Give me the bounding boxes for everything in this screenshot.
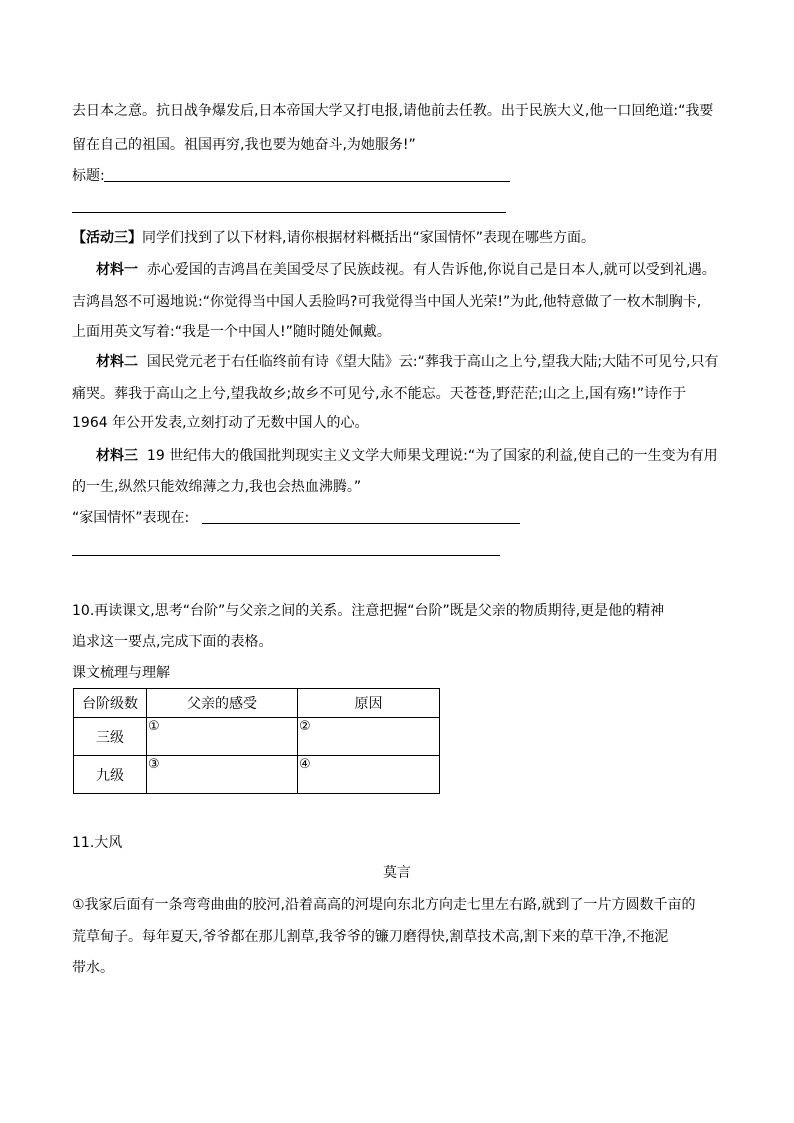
material1-label: 材料一 — [96, 262, 138, 278]
title-answer-line[interactable] — [104, 181, 510, 182]
material2-line-1: 材料二 国民党元老于右任临终前有诗《望大陆》云:“葬我于高山之上兮,望我大陆;大陆不可见兮,只有 — [96, 354, 719, 370]
material3-line-2: 的一生,纵然只能效绵薄之力,我也会热血沸腾。” — [72, 479, 362, 495]
material1-line-3: 上面用英文写着:“我是一个中国人!”随时随处佩戴。 — [72, 324, 391, 340]
material2-line-2: 痛哭。葬我于高山之上兮,望我故乡;故乡不可见兮,永不能忘。天苍苍,野茫茫;山之上,国有殇!”诗作于 — [72, 386, 687, 402]
material1-line-1: 材料一 赤心爱国的吉鸿昌在美国受尽了民族歧视。有人告诉他,你说自己是日本人,就可以受到礼遇。 — [96, 262, 716, 278]
activity3-prompt — [72, 228, 595, 248]
title-answer-line-2[interactable] — [72, 212, 506, 213]
table-header-cell: 台阶级数 — [74, 689, 147, 718]
q11-para-line-2: 荒草甸子。每年夏天,爷爷都在那儿割草,我爷爷的镰刀磨得快,割草技术高,割下来的草干净,不拖泥 — [72, 929, 669, 945]
q11-heading: 11.大风 — [72, 835, 123, 851]
material3-label: 材料三 — [96, 448, 138, 464]
material2-line-3: 1964 年公开发表,立刻打动了无数中国人的心。 — [72, 415, 369, 431]
analysis-table — [73, 688, 440, 794]
activity3-answer-line[interactable] — [202, 523, 520, 524]
answer-marker: ② — [299, 719, 311, 734]
answer-marker: ④ — [299, 757, 311, 772]
table-answer-cell[interactable] — [147, 756, 298, 794]
title-label: 标题: — [72, 168, 105, 184]
activity3-prompt-text: 同学们找到了以下材料,请你根据材料概括出“家国情怀”表现在哪些方面。 — [142, 230, 595, 246]
intro-line-2: 留在自己的祖国。祖国再穷,我也要为她奋斗,为她服务!” — [72, 137, 416, 153]
table-caption: 课文梳理与理解 — [72, 665, 170, 681]
table-header-cell: 原因 — [298, 689, 440, 718]
table-header-row — [74, 689, 440, 718]
table-header-cell: 父亲的感受 — [147, 689, 298, 718]
q11-para-line-1: ①我家后面有一条弯弯曲曲的胶河,沿着高高的河堤向东北方向走七里左右路,就到了一片方圆数千亩的 — [72, 897, 696, 913]
table-answer-cell[interactable] — [147, 718, 298, 756]
table-answer-cell[interactable] — [298, 756, 440, 794]
activity3-answer-label: “家国情怀”表现在: — [72, 510, 190, 526]
table-row — [74, 756, 440, 794]
activity3-answer-line-2[interactable] — [72, 555, 500, 556]
table-row-label: 三级 — [74, 718, 147, 756]
material3-line-1: 材料三 19 世纪伟大的俄国批判现实主义文学大师果戈理说:“为了国家的利益,使自己的一生变为有用 — [96, 448, 718, 464]
table-row-label: 九级 — [74, 756, 147, 794]
activity3-label: 【活动三】 — [72, 230, 142, 246]
intro-line-1: 去日本之意。抗日战争爆发后,日本帝国大学又打电报,请他前去任教。出于民族大义,他一口回绝道:“我要 — [72, 103, 714, 119]
answer-marker: ③ — [148, 757, 160, 772]
material1-line-2: 吉鸿昌怒不可遏地说:“你觉得当中国人丢脸吗?可我觉得当中国人光荣!”为此,他特意做了一枚木制胸卡, — [72, 294, 702, 310]
answer-marker: ① — [148, 719, 160, 734]
q11-para-line-3: 带水。 — [72, 960, 114, 976]
q10-line-1: 10.再读课文,思考“台阶”与父亲之间的关系。注意把握“台阶”既是父亲的物质期待,更是他的精神 — [72, 603, 665, 619]
q11-author: 莫言 — [383, 865, 411, 881]
table-row — [74, 718, 440, 756]
material2-label: 材料二 — [96, 354, 138, 370]
q10-line-2: 追求这一要点,完成下面的表格。 — [72, 634, 273, 650]
table-answer-cell[interactable] — [298, 718, 440, 756]
